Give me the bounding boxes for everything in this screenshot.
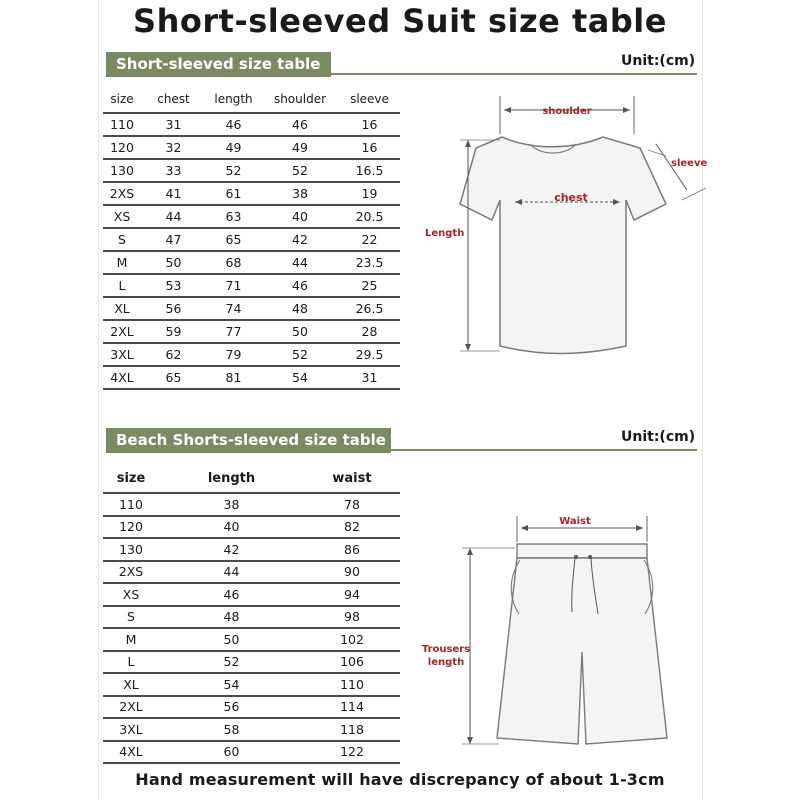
shirt-header-size: size [110,92,134,106]
shorts-cell-size: 3XL [103,718,159,741]
frame-line-left [98,0,99,800]
shirt-size-table [103,86,400,390]
table-row [103,205,400,228]
shirt-cell-size: XS [103,205,141,228]
shirt-cell-length: 52 [206,159,261,182]
shirt-cell-size: 2XS [103,182,141,205]
waist-label: Waist [559,516,591,527]
shorts-cell-length: 60 [159,741,304,764]
shirt-header-length: length [214,92,253,106]
shorts-cell-size: 110 [103,493,159,516]
shorts-header-length: length [207,470,256,486]
shirt-cell-chest: 32 [141,136,206,159]
shirt-cell-length: 63 [206,205,261,228]
shirt-cell-shoulder: 40 [261,205,339,228]
tshirt-diagram [420,88,710,368]
shirt-cell-length: 49 [206,136,261,159]
shirt-cell-shoulder: 50 [261,320,339,343]
shirt-cell-size: M [103,251,141,274]
chest-label: chest [554,191,588,204]
shirt-cell-length: 77 [206,320,261,343]
table-row [103,366,400,389]
shirt-cell-length: 65 [206,228,261,251]
table-row [103,274,400,297]
shirt-cell-size: L [103,274,141,297]
table-row [103,673,400,696]
shirt-cell-chest: 33 [141,159,206,182]
shorts-cell-length: 42 [159,538,304,561]
shorts-cell-length: 40 [159,516,304,539]
shirt-cell-length: 79 [206,343,261,366]
shorts-unit-label: Unit:(cm) [621,429,696,445]
shirt-cell-chest: 44 [141,205,206,228]
shorts-cell-length: 54 [159,673,304,696]
shirt-unit-label: Unit:(cm) [621,53,696,69]
table-row [103,136,400,159]
shirt-cell-shoulder: 54 [261,366,339,389]
tshirt-outline [460,137,666,354]
shirt-cell-size: 110 [103,113,141,136]
shorts-cell-length: 50 [159,628,304,651]
shorts-cell-waist: 78 [304,493,400,516]
shorts-cell-length: 58 [159,718,304,741]
table-row [103,251,400,274]
drawstring-eyelet-left [574,555,578,559]
shirt-header-chest: chest [157,92,190,106]
table-row [103,696,400,719]
page-title: Short-sleeved Suit size table [133,2,667,40]
shirt-cell-shoulder: 46 [261,113,339,136]
shirt-cell-sleeve: 16 [339,113,400,136]
shorts-table-body [103,493,400,763]
table-row [103,651,400,674]
shirt-cell-length: 81 [206,366,261,389]
shirt-cell-sleeve: 20.5 [339,205,400,228]
shirt-cell-size: S [103,228,141,251]
trousers-length-label-2: length [427,657,465,668]
table-row [103,583,400,606]
shorts-cell-waist: 86 [304,538,400,561]
shorts-cell-size: 130 [103,538,159,561]
shirt-cell-chest: 56 [141,297,206,320]
shirt-cell-sleeve: 23.5 [339,251,400,274]
shorts-cell-waist: 82 [304,516,400,539]
shorts-cell-waist: 102 [304,628,400,651]
shirt-cell-size: 4XL [103,366,141,389]
shirt-cell-chest: 31 [141,113,206,136]
shorts-cell-size: XL [103,673,159,696]
shorts-cell-size: 120 [103,516,159,539]
shorts-cell-waist: 122 [304,741,400,764]
table-row [103,493,400,516]
shirt-cell-sleeve: 29.5 [339,343,400,366]
shirt-cell-shoulder: 46 [261,274,339,297]
sleeve-guide-bottom [682,188,706,200]
shirt-cell-sleeve: 16 [339,136,400,159]
sleeve-guide-top [648,150,666,156]
shorts-cell-waist: 90 [304,561,400,584]
table-row [103,628,400,651]
shirt-cell-shoulder: 49 [261,136,339,159]
shorts-table-header-row [103,464,400,493]
shorts-cell-size: 4XL [103,741,159,764]
table-row [103,516,400,539]
shirt-cell-chest: 59 [141,320,206,343]
shirt-cell-shoulder: 52 [261,343,339,366]
shorts-header-size: size [116,470,146,486]
shorts-cell-size: M [103,628,159,651]
shorts-cell-waist: 110 [304,673,400,696]
sleeve-label: sleeve [671,158,708,169]
shorts-cell-length: 52 [159,651,304,674]
shorts-cell-size: 2XS [103,561,159,584]
shorts-cell-waist: 118 [304,718,400,741]
table-row [103,561,400,584]
shirt-cell-length: 68 [206,251,261,274]
shirt-table-body [103,113,400,389]
measurement-note: Hand measurement will have discrepancy of about 1-3cm [135,770,665,789]
shirt-cell-sleeve: 16.5 [339,159,400,182]
table-row [103,741,400,764]
shorts-table-banner: Beach Shorts-sleeved size table [106,428,391,453]
shorts-cell-length: 48 [159,606,304,629]
shoulder-label: shoulder [542,106,592,117]
shirt-cell-sleeve: 28 [339,320,400,343]
shorts-cell-size: L [103,651,159,674]
shorts-cell-length: 38 [159,493,304,516]
shirt-table-header-row [103,86,400,113]
table-row [103,297,400,320]
shorts-cell-size: 2XL [103,696,159,719]
shirt-cell-length: 61 [206,182,261,205]
table-row [103,343,400,366]
shirt-cell-chest: 62 [141,343,206,366]
shorts-cell-length: 46 [159,583,304,606]
shirt-cell-length: 46 [206,113,261,136]
table-row [103,159,400,182]
shirt-cell-shoulder: 44 [261,251,339,274]
shirt-cell-sleeve: 25 [339,274,400,297]
shirt-cell-size: 120 [103,136,141,159]
shirt-cell-shoulder: 52 [261,159,339,182]
drawstring-eyelet-right [588,555,592,559]
table-row [103,228,400,251]
shorts-cell-length: 44 [159,561,304,584]
shirt-cell-sleeve: 19 [339,182,400,205]
table-row [103,606,400,629]
shirt-cell-sleeve: 22 [339,228,400,251]
shirt-cell-length: 71 [206,274,261,297]
table-row [103,320,400,343]
shirt-banner-rule [331,73,697,75]
shirt-header-sleeve: sleeve [350,92,389,106]
shirt-cell-shoulder: 38 [261,182,339,205]
shorts-cell-waist: 106 [304,651,400,674]
shirt-cell-chest: 53 [141,274,206,297]
shorts-cell-waist: 98 [304,606,400,629]
shorts-header-waist: waist [332,470,372,486]
table-row [103,113,400,136]
shorts-cell-waist: 94 [304,583,400,606]
shirt-cell-size: 130 [103,159,141,182]
shirt-cell-shoulder: 42 [261,228,339,251]
shirt-table-banner: Short-sleeved size table [106,52,331,77]
table-row [103,718,400,741]
shorts-cell-length: 56 [159,696,304,719]
trousers-length-label-1: Trousers [421,644,471,655]
shirt-cell-chest: 41 [141,182,206,205]
shirt-cell-sleeve: 31 [339,366,400,389]
shorts-waistband [517,544,647,558]
shirt-cell-length: 74 [206,297,261,320]
shirt-cell-chest: 47 [141,228,206,251]
shorts-banner-rule [391,449,697,451]
shirt-cell-size: XL [103,297,141,320]
table-row [103,538,400,561]
shirt-header-shoulder: shoulder [273,92,327,106]
shirt-cell-chest: 65 [141,366,206,389]
table-row [103,182,400,205]
shorts-size-table [103,464,400,764]
shorts-outline [497,558,667,744]
shirt-cell-sleeve: 26.5 [339,297,400,320]
shorts-cell-waist: 114 [304,696,400,719]
shorts-cell-size: XS [103,583,159,606]
shorts-cell-size: S [103,606,159,629]
length-label: Length [425,228,465,239]
shirt-cell-shoulder: 48 [261,297,339,320]
shirt-cell-chest: 50 [141,251,206,274]
shirt-cell-size: 2XL [103,320,141,343]
shirt-cell-size: 3XL [103,343,141,366]
shorts-diagram [415,508,685,758]
